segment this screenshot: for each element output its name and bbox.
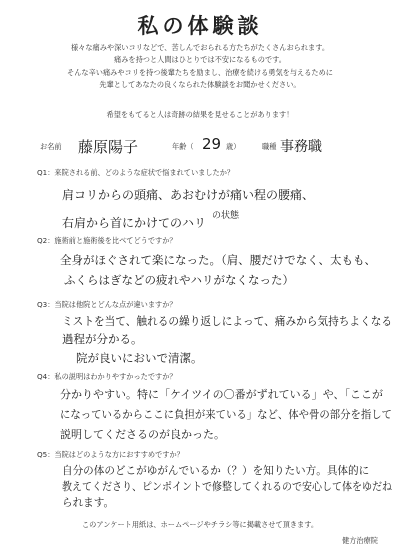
age-value: 29 (202, 135, 222, 153)
age-label: 年齢（ (172, 142, 194, 151)
answer-1-line: 右肩から首にかけてのハリ (62, 216, 207, 230)
answer-3-line: ミストを当て、触れるの繰り返しによって、痛みから気持ちよくなる (62, 314, 393, 328)
job-label: 職種 (262, 142, 277, 151)
respondent-info (40, 135, 390, 160)
name-label: お名前 (40, 142, 62, 151)
question-2: Q2：施術前と施術後を比べてどうですか？ (37, 236, 177, 245)
answer-3-line: 院が良いにおいで清潔。 (76, 351, 203, 365)
answer-5-line: られます。 (62, 497, 115, 509)
answer-1-line: 肩コリからの頭痛、あおむけが痛い程の腰痛、 (62, 188, 315, 202)
clinic-name: 健方治療院 (342, 536, 378, 545)
question-4: Q4：私の説明はわかりやすかったですか？ (37, 372, 177, 381)
footer-note: このアンケート用紙は、ホームページやチラシ等に掲載させて頂きます。 (81, 520, 319, 529)
answer-2-line: 全身がほぐされて楽になった。（肩、腰だけでなく、太もも、 (60, 253, 377, 267)
slogan: 希望をもてると人は奇跡の結果を見せることがあります！ (106, 110, 294, 119)
answer-2-line: ふくらはぎなどの疲れやハリがなくなった） (64, 273, 294, 287)
page-title: 私の体験談 (137, 13, 263, 38)
answer-4-line: 説明してくださるのが良かった。 (60, 428, 225, 441)
job-value: 事務職 (280, 139, 322, 155)
answer-4-line: になっているからここに負担が来ている」など、体や骨の部分を指して (60, 408, 392, 421)
answer-3-line: 過程が分かる。 (62, 332, 143, 346)
question-3: Q3：当院は他院とどんな点が違いますか？ (37, 300, 177, 309)
intro-line: 痛みを持つと人間はひとりでは不安になるものです。 (114, 55, 286, 65)
answer-5-line: 自分の体のどこがゆがんでいるか（？）を知りたい方。具体的に (62, 465, 370, 477)
answer-4-line: 分かりやすい。特に「ケイツイの〇番がずれている」や、「ここが (60, 388, 383, 401)
answer-5-line: 教えてくださり、ピンポイントで修整してくれるので安心して体をゆだね (62, 481, 393, 493)
intro-line: そんな辛い痛みやコリを持つ後輩たちを励まし、治療を続ける勇気を与えるために (67, 67, 333, 77)
question-1: Q1：来院される前、どのような症状で悩まれていましたか？ (37, 168, 235, 177)
intro-line: 先輩としてあなたの良くなられた体験談をお聞かせください。 (99, 80, 301, 90)
age-unit: 歳） (226, 142, 241, 151)
answer-1-line: の状態 (212, 211, 240, 221)
intro-line: 様々な痛みや深いコリなどで、苦しんでおられる方たちがたくさんおられます。 (70, 43, 330, 52)
intro-text (10, 42, 390, 92)
question-5: Q5：当院はどのような方におすすめですか？ (37, 450, 184, 459)
name-value: 藤原陽子 (78, 138, 139, 156)
